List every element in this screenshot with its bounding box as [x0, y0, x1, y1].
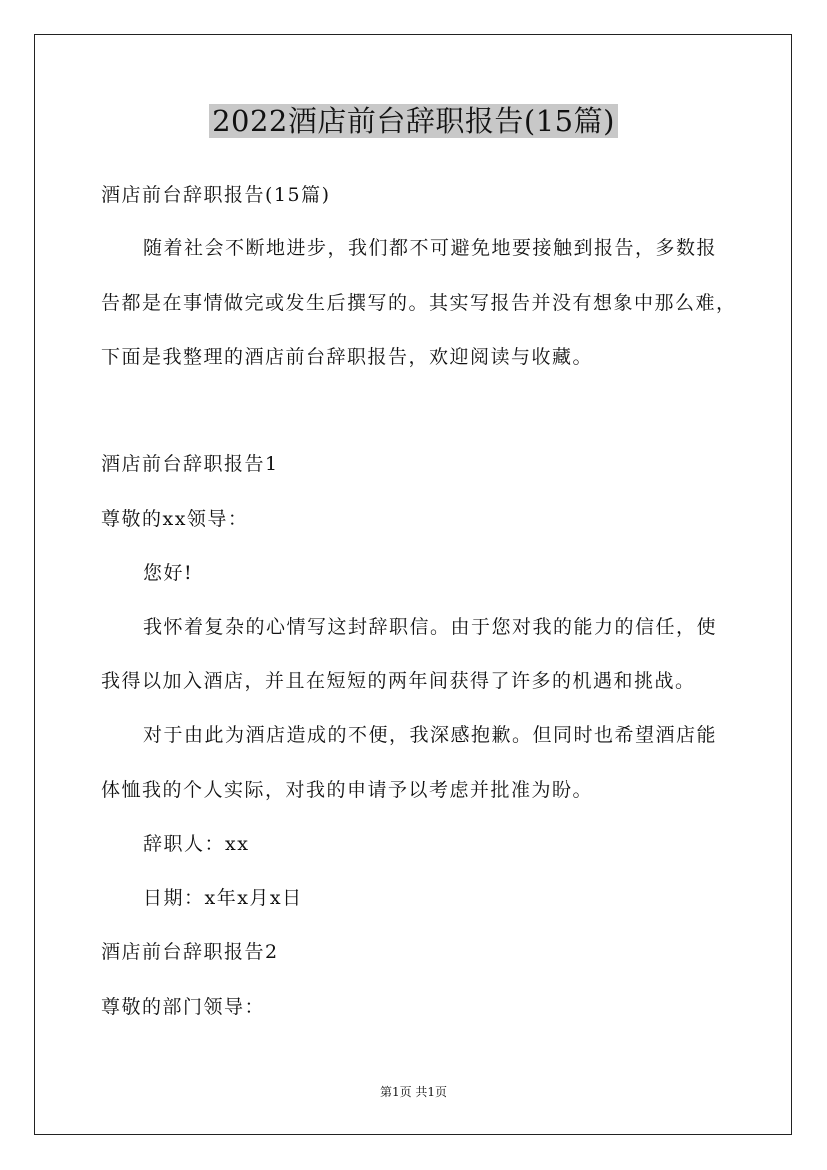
section-heading: 酒店前台辞职报告1 — [101, 453, 279, 475]
paragraph-line: 随着社会不断地进步，我们都不可避免地要接触到报告，多数报 — [143, 237, 718, 259]
date-line: 日期：x年x月x日 — [143, 887, 303, 909]
paragraph-line: 对于由此为酒店造成的不便，我深感抱歉。但同时也希望酒店能 — [143, 724, 718, 746]
paragraph-line: 下面是我整理的酒店前台辞职报告，欢迎阅读与收藏。 — [101, 346, 594, 368]
page-footer: 第1页 共1页 — [379, 1085, 448, 1099]
document-title — [0, 101, 827, 141]
paragraph-line: 我怀着复杂的心情写这封辞职信。由于您对我的能力的信任，使 — [143, 616, 718, 638]
paragraph-line: 告都是在事情做完或发生后撰写的。其实写报告并没有想象中那么难， — [101, 292, 737, 314]
section-heading: 酒店前台辞职报告2 — [101, 941, 279, 963]
paragraph-line: 体恤我的个人实际，对我的申请予以考虑并批准为盼。 — [101, 779, 594, 801]
subtitle-line: 酒店前台辞职报告(15篇) — [101, 184, 331, 206]
paragraph-line: 我得以加入酒店，并且在短短的两年间获得了许多的机遇和挑战。 — [101, 670, 696, 692]
salutation-line: 尊敬的xx领导： — [101, 508, 249, 530]
document-title-text: 2022酒店前台辞职报告(15篇) — [209, 104, 618, 138]
salutation-line: 尊敬的部门领导： — [101, 996, 266, 1018]
greeting-line: 您好! — [143, 562, 194, 584]
signature-line: 辞职人：xx — [143, 833, 250, 855]
